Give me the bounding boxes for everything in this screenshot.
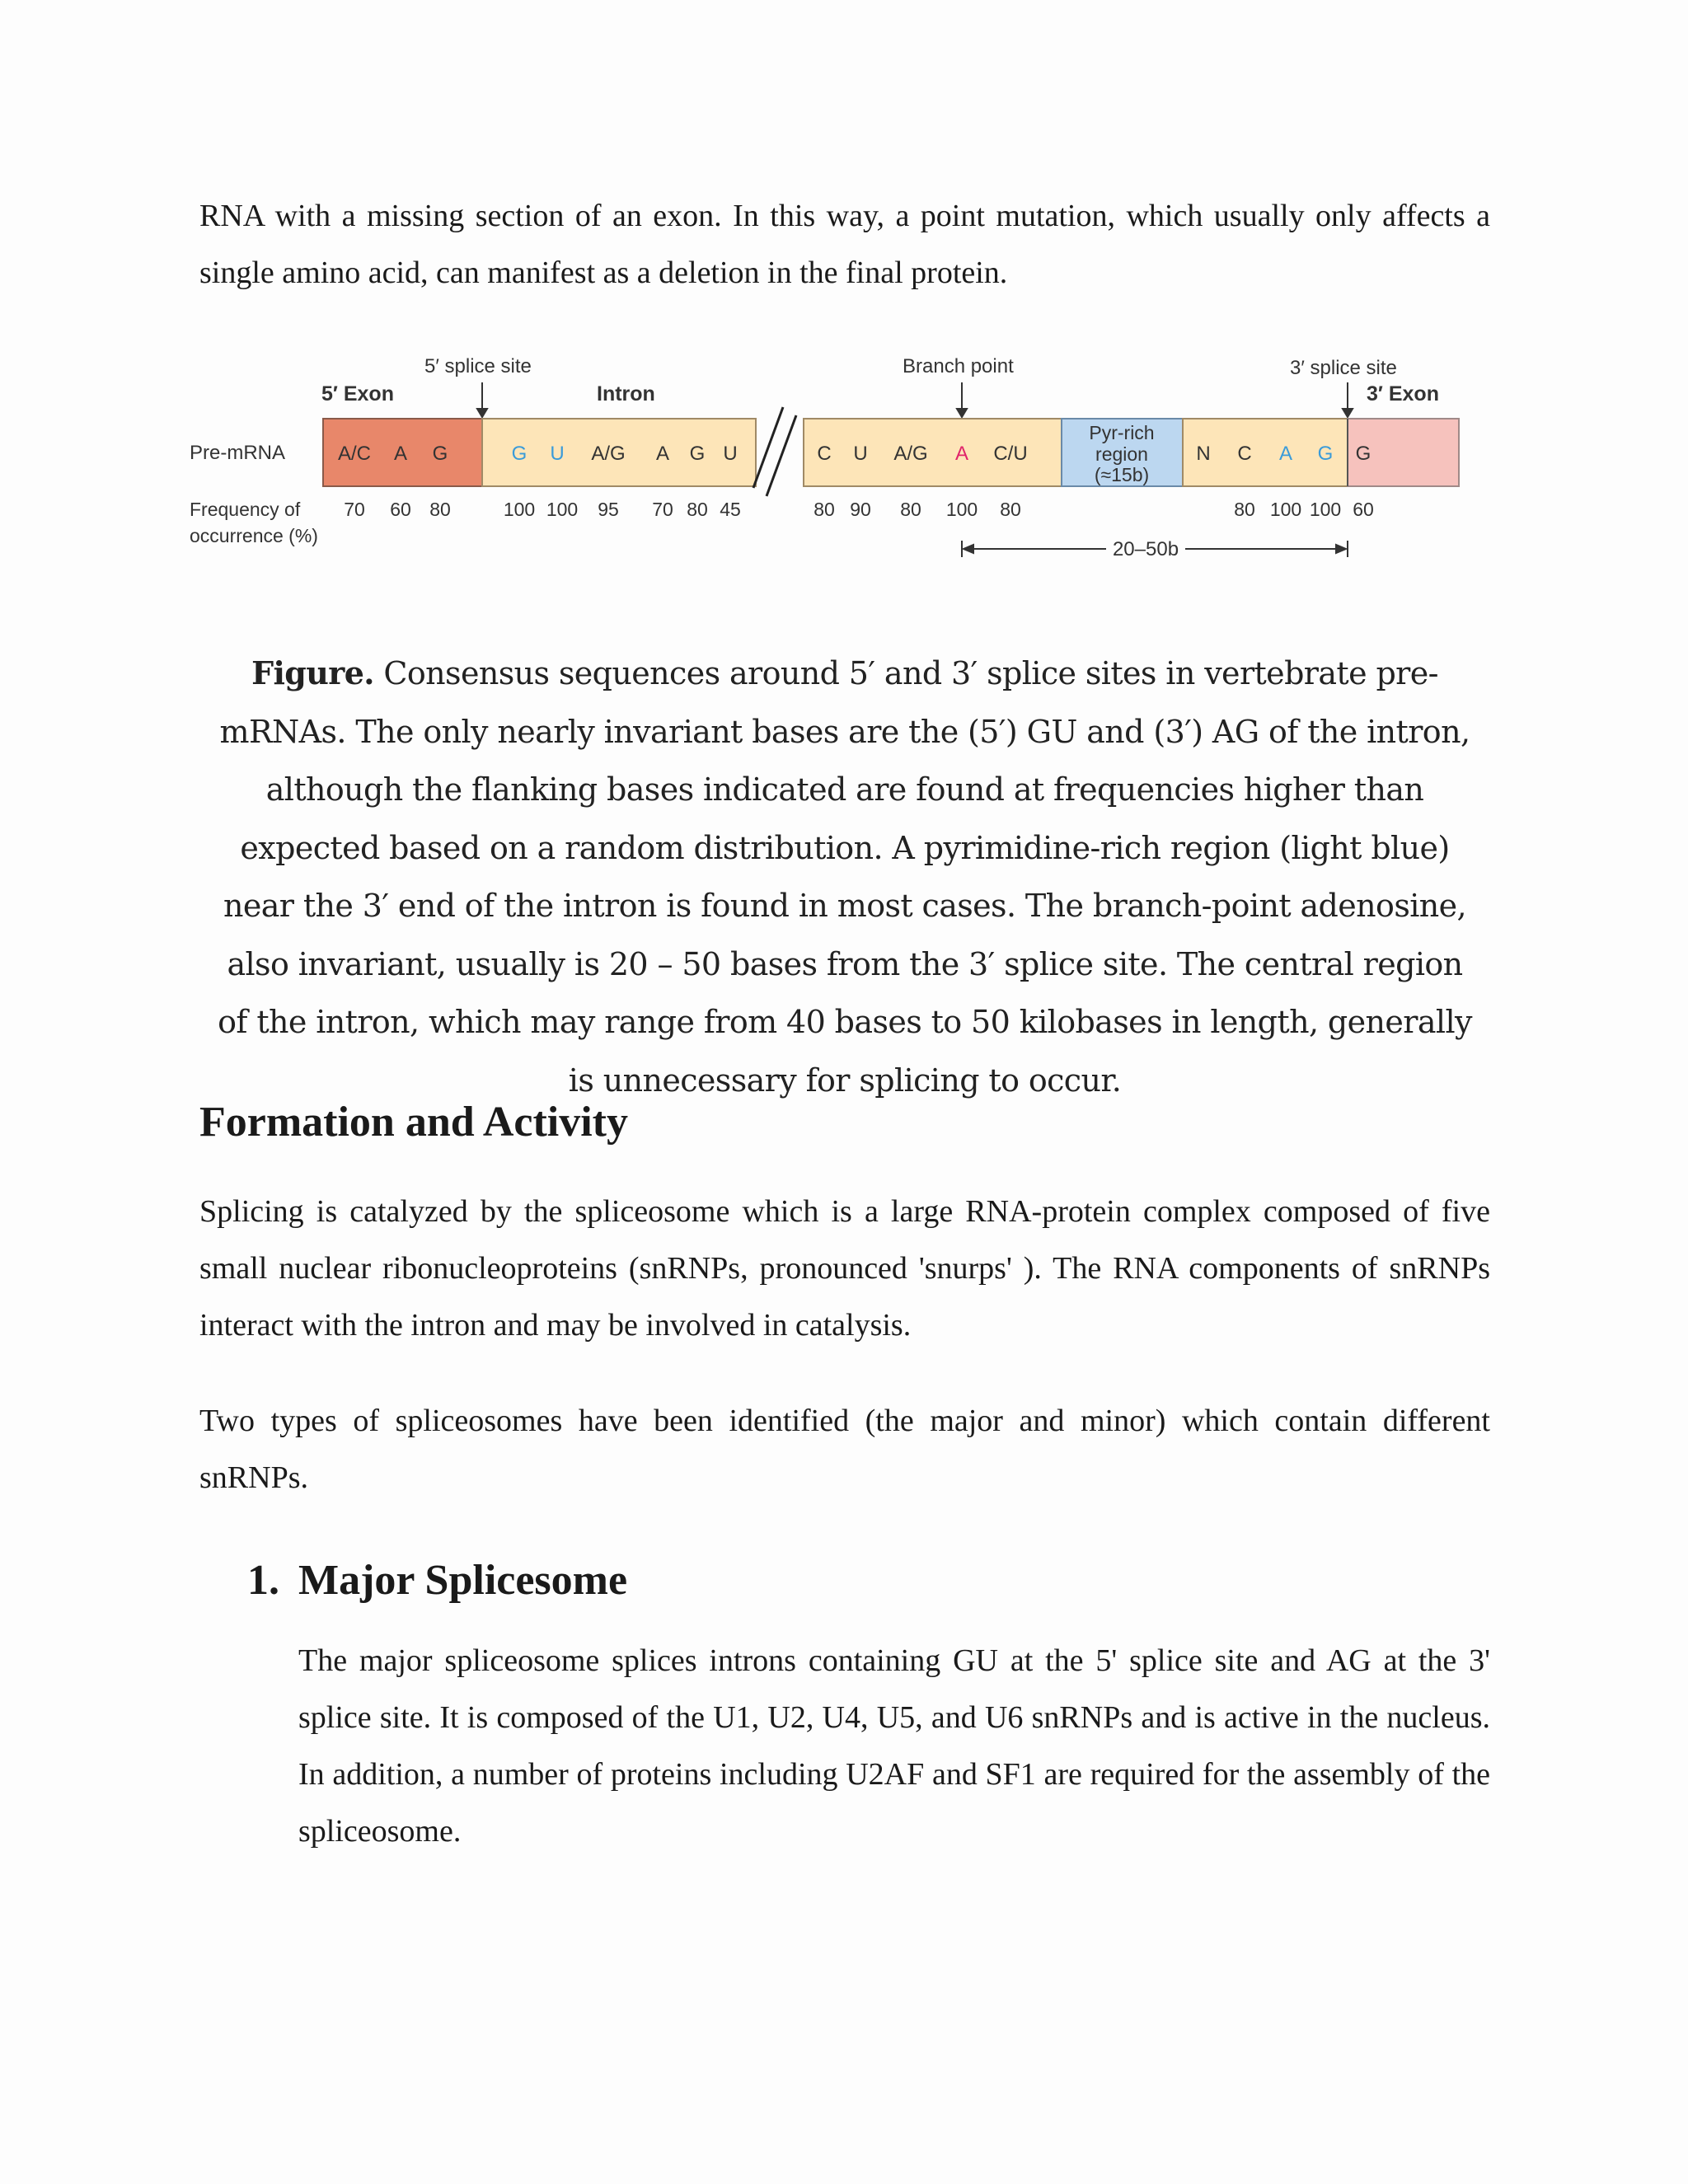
subsection-heading [247, 1548, 627, 1614]
base-exon5-1: A [393, 443, 408, 465]
base-intron-2: A/G [591, 443, 626, 465]
base-intron-u: U [550, 443, 565, 465]
freq-acceptor-1: 100 [1269, 499, 1302, 520]
major-spliceosome-paragraph: The major spliceosome splices introns containing GU at the 5' splice site and AG at the 3' splice site. It is composed of the U1, U2, U4, U5, and U6 snRNPs and is active in the nucleus. In addition, a number of proteins including U2AF and SF1 are required for the assembly of the spliceosome. [298, 1643, 1490, 1849]
freq-intron-3: 70 [652, 499, 673, 520]
base-branch-a: A [954, 443, 969, 465]
base-acceptor-a: A [1278, 443, 1293, 465]
splice-site-figure [190, 346, 1475, 577]
freq-intron-5: 45 [720, 499, 741, 520]
pre-mrna-label: Pre-mRNA [190, 442, 286, 464]
freq-exon3: 60 [1353, 499, 1374, 520]
caption-text: Consensus sequences around 5′ and 3′ splice sites in vertebrate pre-mRNAs. The only nearly invariant bases are the (5′) GU and (3′) AG of the intron, although the flanking bases indicated are found at frequencies higher than expected based on a random distribution. A pyrimidine-rich region (light blue) near the 3′ end of the intron is found in most cases. The branch-point adenosine, also invariant, usually is 20 – 50 bases from the 3′ splice site. The central region of the intron, which may range from 40 bases to 50 kilobases in length, generally is unnecessary for splicing to occur. [218, 655, 1472, 1099]
freq-intron-1: 100 [546, 499, 579, 520]
subsection-number: 1. [247, 1557, 279, 1604]
freq-branch-4: 80 [1000, 499, 1021, 520]
frequency-label-line1: Frequency of [190, 499, 301, 520]
freq-acceptor-2: 100 [1309, 499, 1342, 520]
base-intron-g: G [511, 443, 528, 465]
base-branch-4: C/U [993, 443, 1028, 465]
freq-branch-3: 100 [945, 499, 978, 520]
base-acceptor-n: N [1196, 443, 1211, 465]
base-intron-3: A [655, 443, 670, 465]
splicing-paragraph: Splicing is catalyzed by the spliceosome which is a large RNA-protein complex composed of five small nuclear ribonucleoproteins (snRNPs, pronounced 'snurps' ). The RNA components of snRNPs interact with the intron and may be involved in catalysis. [199, 1194, 1490, 1343]
freq-branch-0: 80 [814, 499, 835, 520]
three-splice-site-label: 3′ splice site [1290, 357, 1397, 379]
distance-label: 20–50b [1112, 538, 1179, 560]
five-splice-site-label: 5′ splice site [424, 355, 532, 377]
freq-exon5-0: 70 [344, 499, 365, 520]
spliceosome-types-paragraph: Two types of spliceosomes have been identified (the major and minor) which contain different snRNPs. [199, 1404, 1490, 1495]
pyr-label-line1: Pyr-rich [1089, 422, 1155, 443]
freq-exon5-2: 80 [429, 499, 451, 520]
freq-exon5-1: 60 [390, 499, 411, 520]
freq-intron-0: 100 [503, 499, 536, 520]
base-exon5-2: G [432, 443, 448, 465]
figure-caption [208, 644, 1482, 1109]
base-branch-1: U [853, 443, 868, 465]
freq-intron-4: 80 [687, 499, 708, 520]
base-branch-2: A/G [893, 443, 928, 465]
five-exon-label: 5′ Exon [321, 382, 394, 405]
freq-acceptor-0: 80 [1234, 499, 1255, 520]
branch-point-label: Branch point [903, 355, 1014, 377]
consensus-sequence-diagram [190, 346, 1475, 577]
base-exon5-0: A/C [337, 443, 372, 465]
intro-paragraph: RNA with a missing section of an exon. In this way, a point mutation, which usually only affects a single amino acid, can manifest as a deletion in the final protein. [199, 199, 1490, 290]
base-intron-4: G [689, 443, 706, 465]
three-exon-label: 3′ Exon [1367, 382, 1439, 405]
freq-branch-1: 90 [850, 499, 871, 520]
pyr-label-line3: (≈15b) [1094, 464, 1150, 485]
base-intron-5: U [723, 443, 738, 465]
freq-intron-2: 95 [598, 499, 619, 520]
base-acceptor-c: C [1237, 443, 1252, 465]
freq-branch-2: 80 [900, 499, 921, 520]
branch-point-arrow-head [957, 409, 967, 417]
base-branch-0: C [817, 443, 832, 465]
section-heading: Formation and Activity [199, 1099, 628, 1146]
pyr-label-line2: region [1095, 443, 1148, 465]
base-acceptor-g: G [1317, 443, 1334, 465]
frequency-label-line2: occurrence (%) [190, 525, 318, 546]
base-exon3-g: G [1355, 443, 1372, 465]
intron-label: Intron [597, 382, 655, 405]
five-splice-arrow-head [477, 409, 487, 417]
caption-label: Figure. [251, 654, 374, 691]
subsection-title: Major Splicesome [298, 1557, 628, 1604]
three-splice-arrow-head [1343, 409, 1353, 417]
